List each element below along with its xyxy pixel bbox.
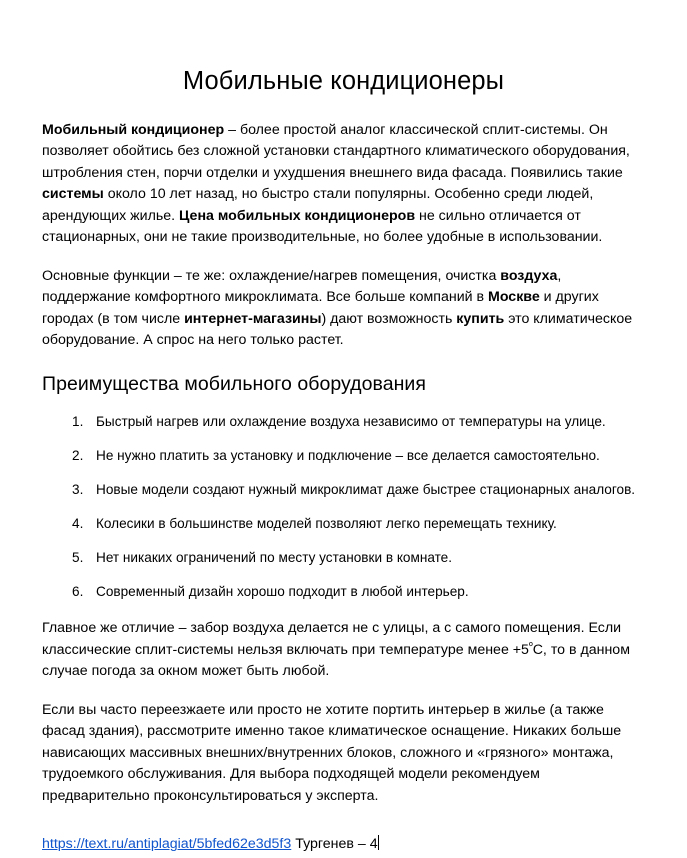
advantages-list — [42, 411, 645, 602]
list-item — [42, 411, 645, 432]
list-item-text: Новые модели создают нужный микроклимат даже быстрее стационарных аналогов. — [96, 482, 636, 498]
text-caret — [378, 835, 379, 850]
paragraph-intro-run-3: системы — [42, 186, 104, 203]
paragraph-functions-run-5: и других городах (в том числе — [42, 289, 599, 327]
paragraph-functions-run-8: купить — [456, 310, 505, 327]
page-title: Мобильные кондиционеры — [182, 67, 505, 95]
paragraph-functions — [42, 266, 645, 352]
paragraph-intro-run-5: Цена мобильных кондиционеров — [179, 207, 416, 224]
paragraph-recommendation: Если вы часто переезжаете или просто не хотите портить интерьер в жилье (а также фасад здания), рассмотрите именно такое климатическое оснащение. Никаких больше нависающих массивных внешних/внутренних блоков, сложного и «грязного» монтажа, трудоемкого обслуживания. Для выбора подходящей модели рекомендуем предварительно проконсультироваться у эксперта. — [42, 701, 622, 804]
paragraph-intro-run-1: Мобильный кондиционер — [42, 121, 225, 138]
list-item — [42, 479, 645, 500]
paragraph-intro-run-6: не сильно отличается от стационарных, они не такие производительные, но более удобные в использовании. — [42, 207, 603, 246]
list-item — [42, 547, 645, 568]
paragraph-functions-run-2: воздуха — [500, 267, 558, 284]
paragraph-functions-run-3: , поддержание комфортного микроклимата. Все больше компаний в — [42, 267, 562, 306]
paragraph-functions-run-1: Основные функции – те же: охлаждение/нагрев помещения, очистка — [42, 267, 501, 284]
list-item — [42, 445, 645, 466]
footer-source-line — [42, 834, 645, 855]
paragraph-functions-run-7: ) дают возможность — [321, 310, 457, 327]
paragraph-functions-run-4: Москве — [488, 289, 540, 306]
paragraph-intro-run-2: – более простой аналог классической сплит-системы. Он позволяет обойтись без сложной установки стандартного климатического оборудования, штробления стен, порчи отделки и ухудшения внешнего вида фасада. Появились такие — [42, 121, 630, 181]
paragraph-main-difference-run-2: C, то в данном случае погода за окном может быть любой. — [42, 641, 630, 680]
list-item-text: Современный дизайн хорошо подходит в любой интерьер. — [96, 584, 469, 600]
list-item-text: Нет никаких ограничений по месту установки в комнате. — [96, 550, 453, 566]
paragraph-functions-run-9: это климатическое оборудование. А спрос на него только растет. — [42, 310, 633, 349]
list-item-text: Не нужно платить за установку и подключение – все делается самостоятельно. — [96, 448, 600, 464]
list-item — [42, 513, 645, 534]
section-heading-advantages: Преимущества мобильного оборудования — [42, 372, 426, 395]
paragraph-intro-run-4: около 10 лет назад, но быстро стали популярны. Особенно среди людей, арендующих жилье. — [42, 186, 594, 224]
paragraph-intro — [42, 120, 645, 249]
paragraph-main-difference — [42, 618, 645, 683]
list-item-text: Колесики в большинстве моделей позволяют легко перемещать технику. — [96, 516, 557, 532]
paragraph-functions-run-6: интернет-магазины — [184, 310, 322, 327]
list-item — [42, 581, 645, 602]
degree-symbol: º — [528, 641, 533, 653]
antiplagiat-link[interactable]: https://text.ru/antiplagiat/5bfed62e3d5f3 — [42, 836, 292, 853]
paragraph-main-difference-run-1: Главное же отличие – забор воздуха делается не с улицы, а с самого помещения. Если классические сплит-системы нельзя включать при температуре менее +5 — [42, 620, 622, 658]
list-item-text: Быстрый нагрев или охлаждение воздуха независимо от температуры на улице. — [96, 414, 606, 430]
footer-trailing-text: Тургенев – 4 — [291, 836, 378, 853]
